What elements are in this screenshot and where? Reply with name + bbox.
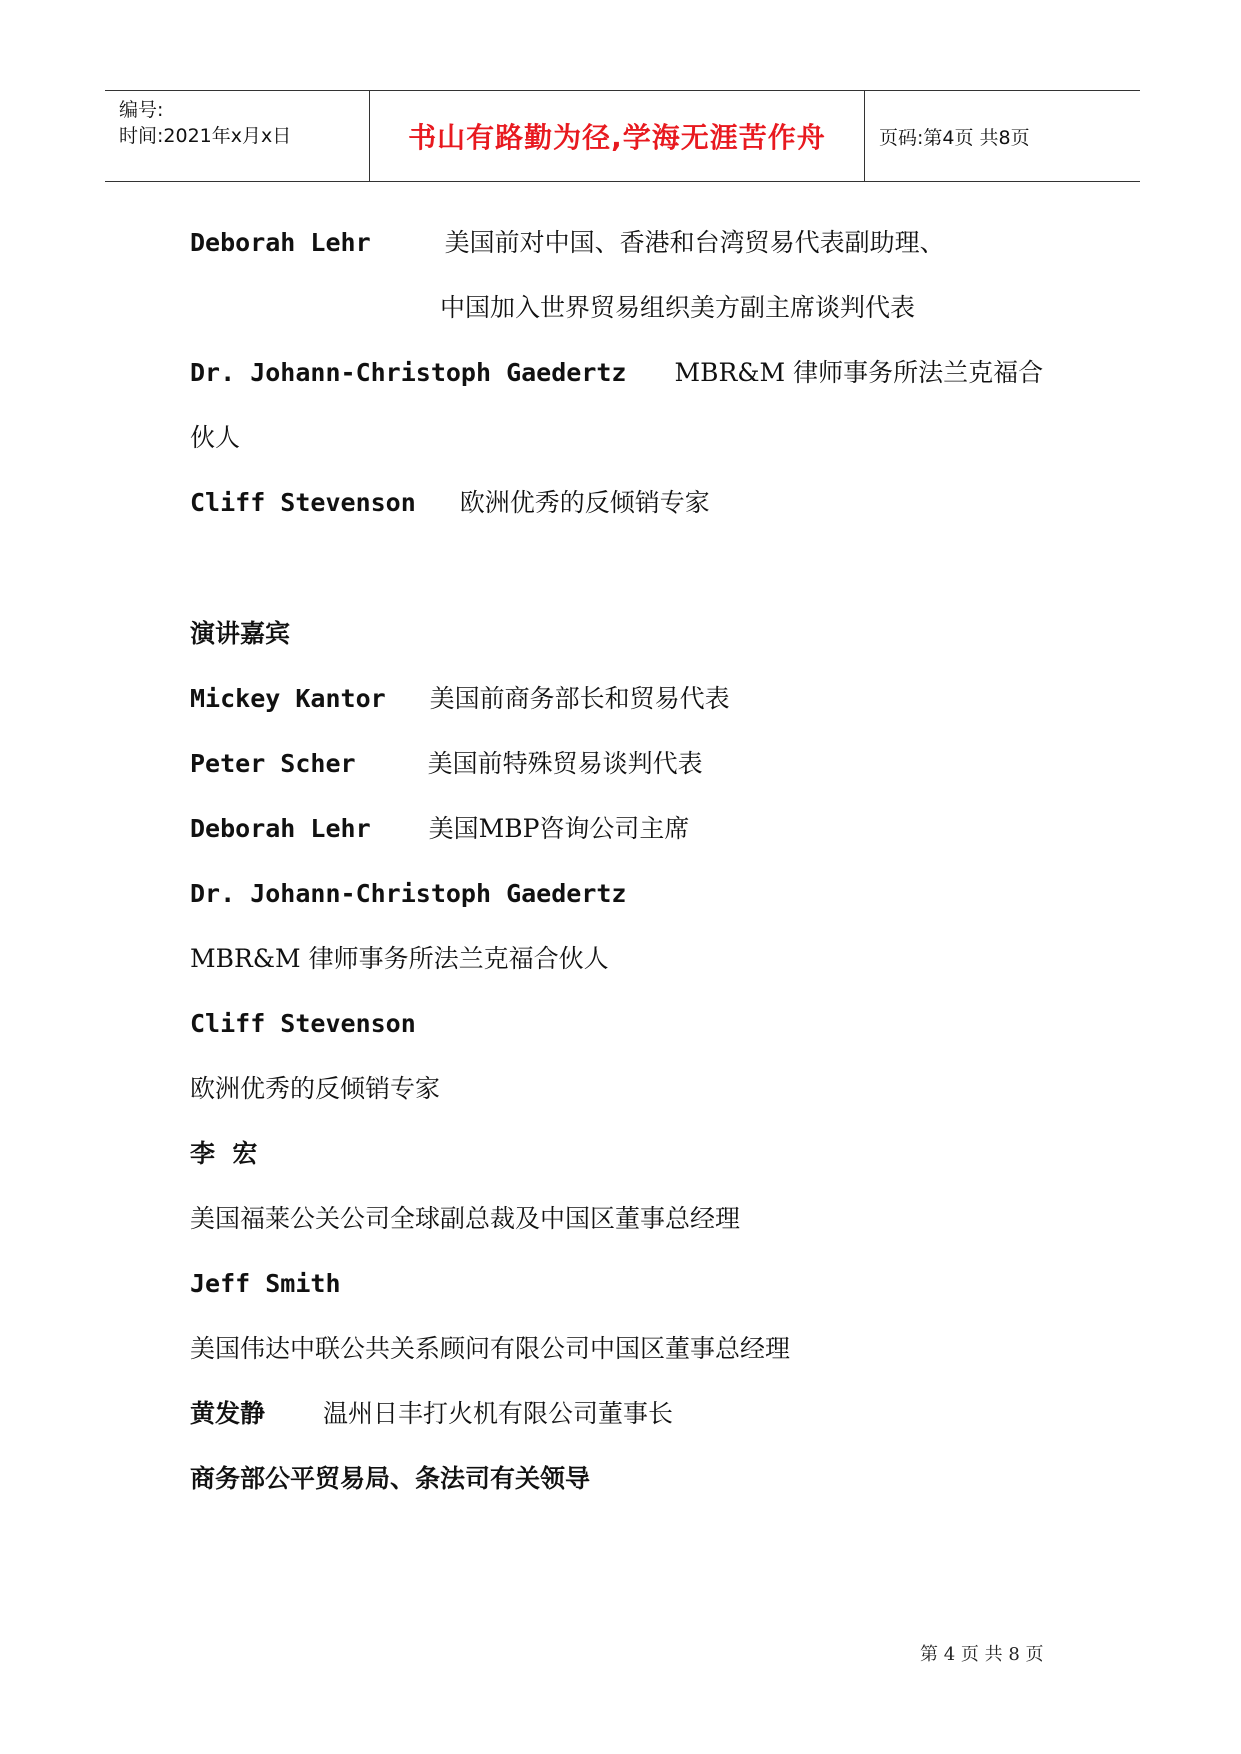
doc-line bbox=[190, 490, 710, 515]
doc-line bbox=[190, 360, 1043, 385]
speaker-desc: 美国MBP咨询公司主席 bbox=[428, 814, 690, 843]
speaker-line bbox=[190, 1401, 673, 1426]
person-name: Cliff Stevenson bbox=[190, 488, 416, 517]
speaker-name: Deborah Lehr bbox=[190, 814, 371, 843]
speaker-name: 李 宏 bbox=[190, 1139, 258, 1168]
closing-line: 商务部公平贸易局、条法司有关领导 bbox=[190, 1464, 591, 1493]
person-name: Deborah Lehr bbox=[190, 228, 371, 257]
speaker-line bbox=[190, 751, 703, 776]
speaker-name: Cliff Stevenson bbox=[190, 1009, 416, 1038]
speaker-name: Jeff Smith bbox=[190, 1269, 341, 1298]
person-desc: 美国前对中国、香港和台湾贸易代表副助理、 bbox=[444, 228, 945, 257]
speaker-desc: 温州日丰打火机有限公司董事长 bbox=[323, 1399, 674, 1428]
doc-line bbox=[440, 295, 915, 320]
person-desc: 欧洲优秀的反倾销专家 bbox=[459, 488, 710, 517]
person-desc-continued: 中国加入世界贸易组织美方副主席谈判代表 bbox=[440, 293, 916, 322]
doc-line bbox=[190, 230, 945, 255]
header-motto: 书山有路勤为径,学海无涯苦作舟 bbox=[408, 121, 826, 154]
speaker-desc: MBR&M 律师事务所法兰克福合伙人 bbox=[190, 944, 609, 973]
speaker-name: Peter Scher bbox=[190, 749, 356, 778]
speaker-desc: 美国福莱公关公司全球副总裁及中国区董事总经理 bbox=[190, 1204, 741, 1233]
speaker-name: 黄发静 bbox=[190, 1399, 266, 1428]
speaker-line bbox=[190, 686, 730, 711]
document-number-label: 编号: bbox=[119, 99, 164, 121]
section-title: 演讲嘉宾 bbox=[190, 619, 291, 648]
speaker-desc: 美国前特殊贸易谈判代表 bbox=[427, 749, 703, 778]
header-page-label: 页码:第4页 共8页 bbox=[879, 126, 1030, 149]
doc-line bbox=[190, 425, 240, 450]
header-right-cell bbox=[865, 91, 1140, 181]
person-desc-continued: 伙人 bbox=[190, 423, 241, 452]
speaker-desc: 美国伟达中联公共关系顾问有限公司中国区董事总经理 bbox=[190, 1334, 791, 1363]
speaker-name: Mickey Kantor bbox=[190, 684, 386, 713]
person-name: Dr. Johann-Christoph Gaedertz bbox=[190, 358, 627, 387]
document-time-label: 时间:2021年x月x日 bbox=[119, 125, 292, 147]
page-footer: 第 4 页 共 8 页 bbox=[920, 1644, 1044, 1665]
speaker-desc: 欧洲优秀的反倾销专家 bbox=[190, 1074, 441, 1103]
person-desc: MBR&M 律师事务所法兰克福合 bbox=[674, 358, 1044, 387]
speaker-line bbox=[190, 816, 689, 841]
header-left-cell bbox=[105, 91, 370, 181]
header-middle-cell bbox=[370, 91, 865, 181]
page-header bbox=[105, 90, 1140, 182]
speaker-desc: 美国前商务部长和贸易代表 bbox=[429, 684, 730, 713]
speaker-name: Dr. Johann-Christoph Gaedertz bbox=[190, 879, 627, 908]
